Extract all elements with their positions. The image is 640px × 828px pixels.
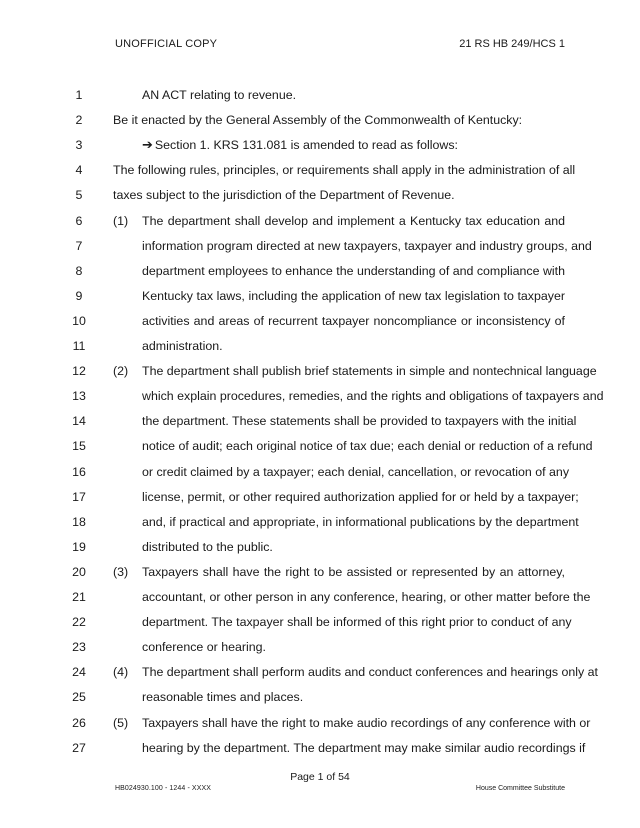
document-line [0,211,640,231]
line-number: 10 [72,313,86,328]
document-line [0,738,640,758]
line-number: 24 [72,665,86,680]
line-number: 22 [72,615,86,630]
section-heading [142,135,565,155]
document-line [0,662,640,682]
header-left: UNOFFICIAL COPY [115,38,218,50]
document-line [0,135,640,155]
line-number: 13 [72,389,86,404]
document-line [0,185,640,205]
line-text: Be it enacted by the General Assembly of the Commonwealth of Kentucky: [113,113,523,128]
footer-left: HB024930.100 - 1244 - XXXX [115,785,211,792]
document-line [0,386,640,406]
line-number: 1 [75,88,83,102]
document-line [0,612,640,632]
section-text: Section 1. KRS 131.081 is amended to read as follows: [154,138,458,153]
document-line [0,562,640,582]
line-text: The department shall perform audits and conduct conferences and hearings only at [142,665,598,680]
line-number: 12 [72,364,86,379]
line-text: notice of audit; each original notice of tax due; each denial or reduction of a refund [142,439,593,454]
line-number: 14 [72,414,86,429]
line-number: 4 [75,163,83,178]
line-number: 21 [72,590,86,604]
line-number: 18 [72,514,86,529]
document-line [0,713,640,733]
line-text: which explain procedures, remedies, and the rights and obligations of taxpayers and [142,389,604,404]
document-line [0,512,640,532]
line-number: 19 [72,539,86,554]
document-line [0,687,640,707]
document-line [0,110,640,130]
subsection-marker: (3) [113,564,129,579]
subsection-marker: (5) [113,715,129,730]
document-line [0,336,640,356]
line-text: the department. These statements shall be provided to taxpayers with the initial [142,414,577,429]
document-line [0,85,640,105]
document-line [0,160,640,180]
line-number: 11 [72,339,86,353]
line-text: The department shall publish brief statements in simple and nontechnical language [142,364,597,379]
document-line [0,411,640,431]
line-text: reasonable times and places. [142,690,304,705]
line-number: 27 [72,740,86,755]
page-number: Page 1 of 54 [290,771,350,783]
footer-right: House Committee Substitute [475,785,565,792]
line-number: 17 [72,489,86,504]
line-text: administration. [142,339,223,353]
subsection-marker: (4) [113,665,129,680]
line-text: Taxpayers shall have the right to make audio recordings of any conference with or [142,715,591,730]
line-text: distributed to the public. [142,539,273,554]
line-number: 23 [72,640,86,655]
line-text: hearing by the department. The department may make similar audio recordings if [142,740,586,755]
document-line [0,462,640,482]
line-text: Taxpayers shall have the right to be assisted or represented by an attorney, [142,564,565,579]
line-text: The following rules, principles, or requirements shall apply in the administration of all [113,163,576,178]
line-number: 7 [75,238,83,253]
line-text: taxes subject to the jurisdiction of the Department of Revenue. [113,188,455,203]
line-number: 6 [75,213,83,228]
line-number: 20 [72,564,86,579]
document-line [0,436,640,456]
line-text: information program directed at new taxpayers, taxpayer and industry groups, and [142,238,592,253]
document-line [0,286,640,306]
arrow-right-icon: ➔ [142,137,153,153]
document-line [0,311,640,331]
document-line [0,537,640,557]
line-number: 2 [75,113,83,128]
line-text: license, permit, or other required authorization applied for or held by a taxpayer; [142,489,579,504]
line-number: 26 [72,715,86,730]
line-number: 9 [75,288,83,303]
header-right: 21 RS HB 249/HCS 1 [459,38,565,50]
line-number: 15 [72,439,86,454]
document-line [0,587,640,607]
document-line [0,261,640,281]
document-line [0,637,640,657]
line-text: The department shall develop and implement a Kentucky tax education and [142,213,565,228]
line-text: and, if practical and appropriate, in informational publications by the department [142,514,579,529]
document-line [0,487,640,507]
subsection-marker: (2) [113,364,129,379]
line-text: AN ACT relating to revenue. [142,88,297,102]
subsection-marker: (1) [113,213,129,228]
line-text: Kentucky tax laws, including the application of new tax legislation to taxpayer [142,288,565,303]
line-text: or credit claimed by a taxpayer; each denial, cancellation, or revocation of any [142,464,570,479]
line-number: 3 [75,138,83,153]
line-text: conference or hearing. [142,640,266,655]
document-line [0,236,640,256]
line-text: activities and areas of recurrent taxpayer noncompliance or inconsistency of [142,313,565,328]
line-number: 5 [75,188,83,203]
line-text: department. The taxpayer shall be informed of this right prior to conduct of any [142,615,572,630]
line-number: 16 [72,464,86,479]
line-number: 8 [75,263,83,278]
line-text: department employees to enhance the understanding of and compliance with [142,263,565,278]
document-line [0,361,640,381]
line-number: 25 [72,690,86,705]
line-text: accountant, or other person in any conference, hearing, or other matter before the [142,590,591,604]
